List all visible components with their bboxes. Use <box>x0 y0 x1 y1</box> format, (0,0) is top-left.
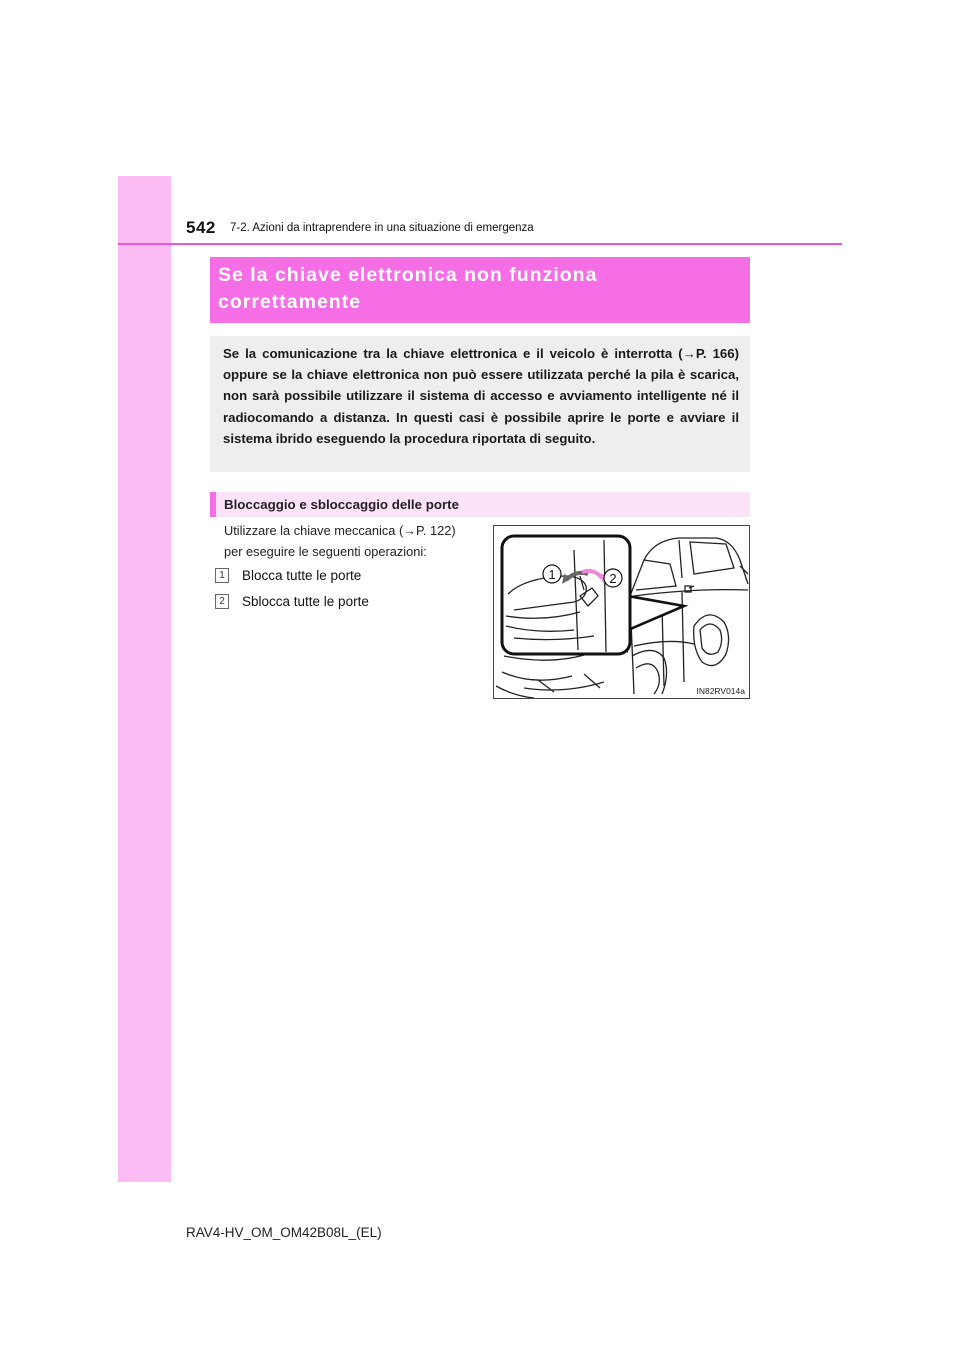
section-title-line-1: Se la chiave elettronica non funziona <box>218 264 598 286</box>
step-lock <box>215 568 361 583</box>
section-title <box>218 262 742 316</box>
summary-text: Se la comunicazione tra la chiave elettronica e il veicolo è interrotta (→P. 166) oppure se la chiave elettronica non può essere utilizzata perché la pila è scarica, non sarà possibile utilizzare il sistema di accesso e avviamento intelligente né il radiocomando a distanza. In questi casi è possibile aprire le porte e avviare il sistema ibrido eseguendo la procedura riportata di seguito. <box>223 346 739 446</box>
summary-box <box>210 336 750 472</box>
side-color-band <box>118 176 171 1182</box>
step-text: Sblocca tutte le porte <box>242 594 369 609</box>
door-key-illustration <box>493 525 750 699</box>
instruction-text <box>224 520 486 562</box>
instruction-line-2: per eseguire le seguenti operazioni: <box>224 544 427 559</box>
section-title-box <box>210 257 750 323</box>
header-divider <box>118 243 842 245</box>
step-unlock <box>215 594 369 609</box>
figure-code: IN82RV014a <box>696 686 745 696</box>
page-number: 542 <box>186 218 216 237</box>
car-door-drawing <box>494 526 749 698</box>
section-title-line-2: correttamente <box>218 291 362 313</box>
step-text: Blocca tutte le porte <box>242 568 362 583</box>
step-number-badge: 1 <box>215 568 229 583</box>
footer-document-code: RAV4-HV_OM_OM42B08L_(EL) <box>186 1225 382 1240</box>
step-number-badge: 2 <box>215 594 229 609</box>
callout-1-label: 1 <box>548 567 556 582</box>
callout-pointer <box>628 596 684 630</box>
zoom-detail-frame <box>502 536 630 654</box>
subheading-text: Bloccaggio e sbloccaggio delle porte <box>224 497 459 512</box>
section-reference: 7-2. Azioni da intraprendere in una situazione di emergenza <box>230 222 534 234</box>
subheading-bar <box>210 492 750 517</box>
callout-2-label: 2 <box>609 571 617 586</box>
instruction-line-1: Utilizzare la chiave meccanica (→P. 122) <box>224 523 456 538</box>
